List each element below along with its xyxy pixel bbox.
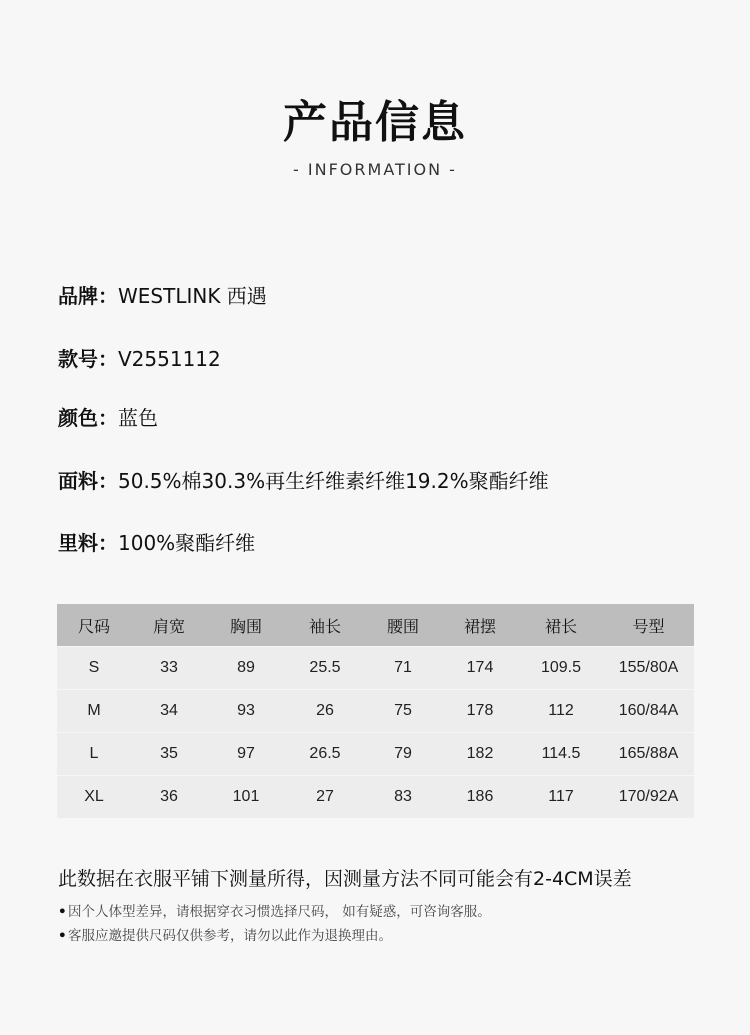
table-cell: 83 — [365, 776, 441, 819]
table-cell: 155/80A — [603, 647, 694, 690]
table-cell: L — [57, 733, 131, 776]
table-header-cell: 腰围 — [365, 604, 441, 647]
table-cell: 97 — [207, 733, 285, 776]
table-header-cell: 肩宽 — [131, 604, 207, 647]
bullet-icon: • — [58, 904, 67, 920]
info-label: 品牌： — [58, 284, 118, 308]
table-cell: 112 — [519, 690, 603, 733]
table-cell: 26 — [285, 690, 365, 733]
info-label: 面料： — [58, 469, 118, 493]
measurement-note: 此数据在衣服平铺下测量所得，因测量方法不同可能会有2-4CM误差 — [58, 868, 632, 890]
table-cell: 35 — [131, 733, 207, 776]
info-label: 款号： — [58, 347, 118, 371]
table-cell: 174 — [441, 647, 519, 690]
table-cell: 75 — [365, 690, 441, 733]
note-text: 因个人体型差异，请根据穿衣习惯选择尺码， 如有疑惑，可咨询客服。 — [68, 904, 491, 920]
note-item — [58, 900, 491, 920]
table-cell: 33 — [131, 647, 207, 690]
info-fabric — [58, 465, 549, 494]
table-cell: XL — [57, 776, 131, 819]
table-cell: M — [57, 690, 131, 733]
info-value: 100%聚酯纤维 — [118, 531, 256, 555]
table-cell: 71 — [365, 647, 441, 690]
table-cell: 34 — [131, 690, 207, 733]
table-cell: 170/92A — [603, 776, 694, 819]
info-value: V2551112 — [118, 347, 221, 371]
table-cell: 178 — [441, 690, 519, 733]
table-cell: 160/84A — [603, 690, 694, 733]
page-subtitle: - INFORMATION - — [293, 160, 457, 179]
info-brand — [58, 280, 267, 309]
table-cell: 27 — [285, 776, 365, 819]
table-cell: 165/88A — [603, 733, 694, 776]
info-value: 50.5%棉30.3%再生纤维素纤维19.2%聚酯纤维 — [118, 469, 549, 493]
info-value: WESTLINK 西遇 — [118, 284, 267, 308]
table-row — [57, 776, 694, 819]
page-title: 产品信息 — [283, 97, 467, 148]
table-header-cell: 裙长 — [519, 604, 603, 647]
note-text: 客服应邀提供尺码仅供参考，请勿以此作为退换理由。 — [68, 928, 392, 944]
info-lining — [58, 527, 255, 556]
note-item — [58, 924, 392, 944]
info-color — [58, 402, 158, 431]
info-style-number — [58, 343, 221, 372]
table-cell: 114.5 — [519, 733, 603, 776]
table-header-row — [57, 604, 694, 647]
table-cell: 26.5 — [285, 733, 365, 776]
table-row — [57, 733, 694, 776]
table-cell: 79 — [365, 733, 441, 776]
table-cell: 101 — [207, 776, 285, 819]
bullet-icon: • — [58, 928, 67, 944]
table-cell: 117 — [519, 776, 603, 819]
table-row — [57, 690, 694, 733]
table-cell: 93 — [207, 690, 285, 733]
table-header-cell: 胸围 — [207, 604, 285, 647]
table-cell: 36 — [131, 776, 207, 819]
table-cell: 182 — [441, 733, 519, 776]
size-table — [57, 604, 694, 818]
table-cell: 25.5 — [285, 647, 365, 690]
table-cell: 186 — [441, 776, 519, 819]
table-header-cell: 袖长 — [285, 604, 365, 647]
info-label: 里料： — [58, 531, 118, 555]
table-cell: 109.5 — [519, 647, 603, 690]
table-row — [57, 647, 694, 690]
info-value: 蓝色 — [118, 406, 158, 430]
table-header-cell: 尺码 — [57, 604, 131, 647]
table-cell: S — [57, 647, 131, 690]
table-cell: 89 — [207, 647, 285, 690]
table-header-cell: 号型 — [603, 604, 694, 647]
table-header-cell: 裙摆 — [441, 604, 519, 647]
info-label: 颜色： — [58, 406, 118, 430]
